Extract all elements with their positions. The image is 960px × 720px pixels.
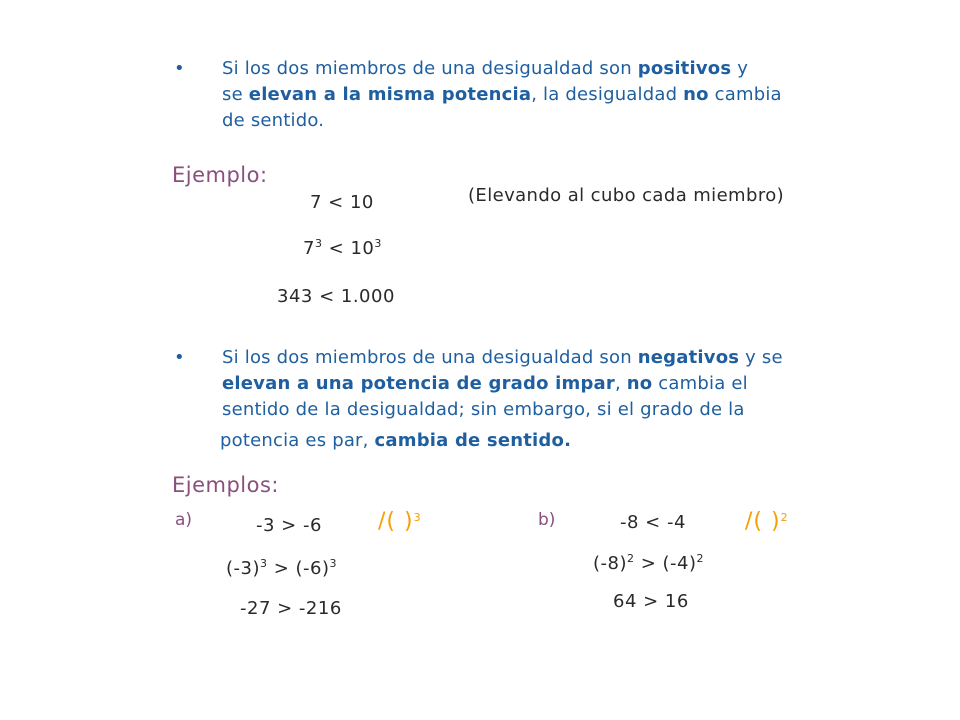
example-row-1: 7 < 10	[310, 192, 374, 213]
example-b-row-3: 64 > 16	[613, 591, 689, 612]
rule-2-line-4: potencia es par, cambia de sentido.	[220, 430, 572, 451]
example-b-row-2: $(-8)^2 > (-4)^2$	[593, 552, 705, 574]
example-b-label: b)	[538, 510, 556, 530]
example-row-3: 343 < 1.000	[277, 286, 395, 307]
rule-2-line-1: Si los dos miembros de una desigualdad son negativos y se	[222, 347, 783, 368]
bullet-rule-2: •	[174, 347, 185, 368]
example-a-operator: /( )$^3$	[378, 509, 422, 534]
bullet-rule-1: •	[174, 58, 185, 79]
example-a-row-1: -3 > -6	[256, 515, 322, 536]
rule-2-line-3: sentido de la desigualdad; sin embargo, si el grado de la	[222, 399, 745, 420]
example-a-row-3: -27 > -216	[240, 598, 342, 619]
rule-1-line-3: de sentido.	[222, 110, 325, 131]
example-heading: Ejemplo:	[172, 163, 268, 187]
example-a-label: a)	[175, 510, 193, 530]
examples-heading: Ejemplos:	[172, 473, 280, 497]
rule-1-line-2: se elevan a la misma potencia, la desigualdad no cambia	[222, 84, 782, 105]
rule-1-text	[222, 56, 782, 134]
example-row-2: $7^3 < 10^3$	[303, 237, 382, 259]
rule-1-line-1: Si los dos miembros de una desigualdad son positivos y	[222, 58, 749, 79]
example-b-operator: /( )$^2$	[745, 509, 789, 534]
example-note: (Elevando al cubo cada miembro)	[468, 185, 785, 206]
rule-2-text	[222, 345, 783, 423]
rule-2-line-2: elevan a una potencia de grado impar, no cambia el	[222, 373, 748, 394]
example-b-row-1: -8 < -4	[620, 512, 686, 533]
example-a-row-2: $(-3)^3 > (-6)^3$	[226, 557, 338, 579]
